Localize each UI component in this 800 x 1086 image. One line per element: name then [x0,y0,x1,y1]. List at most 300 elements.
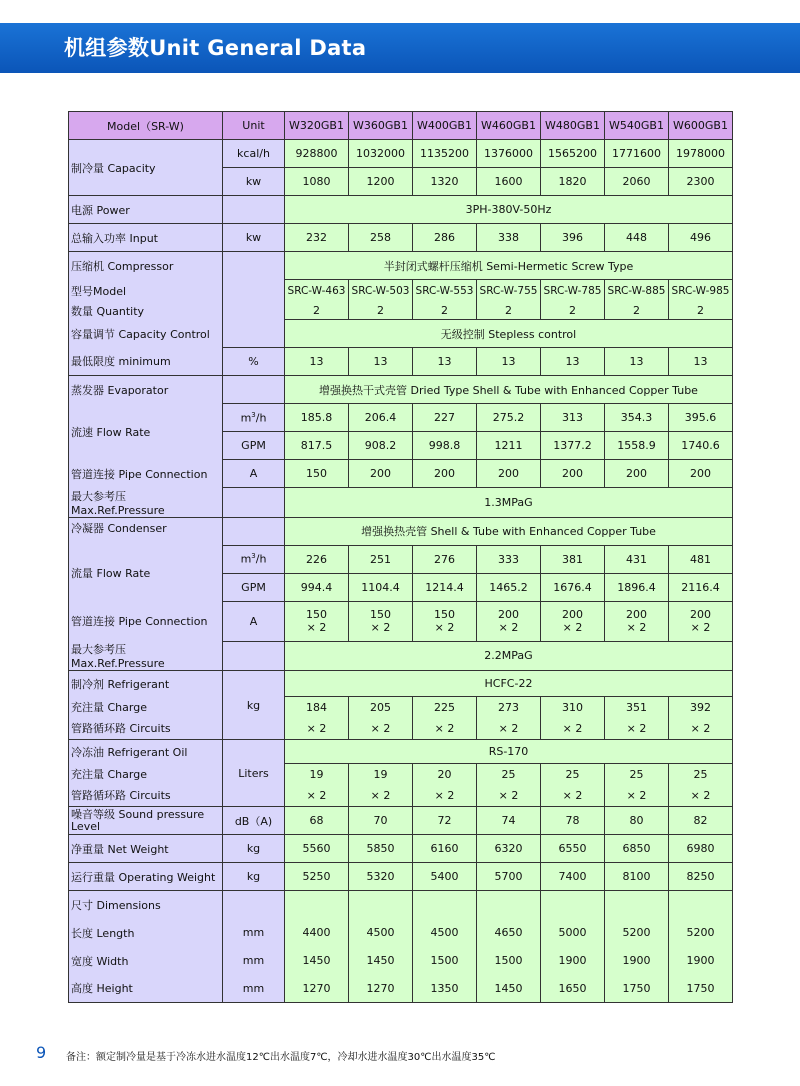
value-cell: 395.6 [669,404,733,432]
value-cell: 1032000 [349,140,413,168]
value-cell [605,697,669,740]
value-cell: 7400 [541,863,605,891]
cell-line: × 2 [370,621,391,634]
value-cell: 8100 [605,863,669,891]
cell-line: × 2 [434,621,455,634]
value-cell [285,764,349,807]
compressor-quantity-label: 数量 Quantity [69,302,223,320]
value-cell: 1450 [349,947,413,975]
value-cell [541,764,605,807]
model-header: Model（SR-W) [69,112,223,140]
height-row [69,975,733,1003]
unit-cell [223,891,285,919]
power-value: 3PH-380V-50Hz [285,196,733,224]
value-cell: 1978000 [669,140,733,168]
value-cell: 1200 [349,168,413,196]
condenser-pipe-label: 管道连接 Pipe Connection [69,601,223,641]
cell-line: × 2 [434,722,455,735]
cell-line: 管路循环路 Circuits [71,788,171,802]
unit-cell [223,488,285,518]
value-cell: 1500 [477,947,541,975]
length-label: 长度 Length [69,919,223,947]
value-cell: 1135200 [413,140,477,168]
value-cell: 313 [541,404,605,432]
value-cell: 5200 [605,919,669,947]
spec-table [68,111,733,1003]
unit-cell: GPM [223,573,285,601]
value-cell [477,697,541,740]
value-cell: 226 [285,545,349,573]
evaporator-pressure-value: 1.3MPaG [285,488,733,518]
value-cell: 333 [477,545,541,573]
unit-header: Unit [223,112,285,140]
cell-line: × 2 [690,789,711,802]
operating-weight-label: 运行重量 Operating Weight [69,863,223,891]
header-banner [0,23,800,73]
value-cell: 13 [349,348,413,376]
value-cell: 1214.4 [413,573,477,601]
unit-cell [223,376,285,404]
value-cell: SRC-W-755 [477,280,541,302]
cell-line: 25 [629,768,644,781]
value-cell: 206.4 [349,404,413,432]
unit-superscript: 3 [251,552,256,561]
cell-line: 184 [306,701,327,714]
unit-cell: % [223,348,285,376]
value-cell: 4500 [349,919,413,947]
capacity-control-value: 无级控制 Stepless control [285,320,733,348]
value-cell: 1650 [541,975,605,1003]
operating-weight-row [69,863,733,891]
width-row [69,947,733,975]
input-label: 总输入功率 Input [69,224,223,252]
capacity-control-row [69,320,733,348]
evaporator-pipe-row [69,460,733,488]
value-cell: 13 [285,348,349,376]
cell-line: 200 [498,608,519,621]
value-cell: 6850 [605,835,669,863]
evaporator-pipe-label: 管道连接 Pipe Connection [69,460,223,488]
unit-cell [223,517,285,545]
unit-cell: mm [223,975,285,1003]
value-cell: 150 [285,460,349,488]
value-cell [669,764,733,807]
value-cell: 4400 [285,919,349,947]
value-cell [349,764,413,807]
header-row [69,112,733,140]
value-cell: 80 [605,807,669,835]
cell-line: 充注量 Charge [71,767,147,781]
cell-line: × 2 [498,789,519,802]
value-cell [349,891,413,919]
value-cell: 2 [413,302,477,320]
power-row [69,196,733,224]
cell-line: 150 [370,608,391,621]
cell-line: 225 [434,701,455,714]
cell-line: Level [71,819,101,833]
value-cell: 200 [669,460,733,488]
value-cell: 396 [541,224,605,252]
value-cell: 74 [477,807,541,835]
value-cell [413,697,477,740]
cell-line: 150 [306,608,327,621]
value-cell: 8250 [669,863,733,891]
value-cell: 78 [541,807,605,835]
model-column-header: W600GB1 [669,112,733,140]
value-cell: 6550 [541,835,605,863]
compressor-model-label: 型号Model [69,280,223,302]
value-cell: 185.8 [285,404,349,432]
oil-charge-row [69,764,733,807]
unit-text: /h [255,411,267,425]
cell-line: 200 [690,608,711,621]
value-cell: 6980 [669,835,733,863]
value-cell: 6160 [413,835,477,863]
model-column-header: W360GB1 [349,112,413,140]
cell-line: × 2 [434,789,455,802]
model-column-header: W540GB1 [605,112,669,140]
value-cell: 4500 [413,919,477,947]
model-column-header: W460GB1 [477,112,541,140]
power-label: 电源 Power [69,196,223,224]
unit-cell: kw [223,168,285,196]
value-cell: 1104.4 [349,573,413,601]
evaporator-pressure-row [69,488,733,518]
unit-cell: Liters [223,740,285,807]
unit-cell [223,545,285,573]
evaporator-flow-m3-row [69,404,733,432]
value-cell: 354.3 [605,404,669,432]
length-row [69,919,733,947]
condenser-flow-m3-row [69,545,733,573]
value-cell [413,891,477,919]
condenser-pressure-label: 最大参考压 Max.Ref.Pressure [69,641,223,671]
value-cell: 1900 [541,947,605,975]
value-cell: 2 [605,302,669,320]
unit-cell: GPM [223,432,285,460]
value-cell [349,601,413,641]
cell-line: × 2 [306,621,327,634]
cell-line: × 2 [626,621,647,634]
cell-line: 205 [370,701,391,714]
capacity-kcal-row [69,140,733,168]
compressor-model-row [69,280,733,302]
value-cell: 70 [349,807,413,835]
refrigerant-row [69,671,733,697]
value-cell: 5000 [541,919,605,947]
oil-row [69,740,733,764]
value-cell: 908.2 [349,432,413,460]
value-cell: 1750 [669,975,733,1003]
input-row [69,224,733,252]
unit-text: /h [255,552,267,566]
cell-line: 充注量 Charge [71,700,147,714]
refrigerant-type: HCFC-22 [285,671,733,697]
value-cell [285,891,349,919]
unit-cell: dB（A) [223,807,285,835]
value-cell: 13 [669,348,733,376]
value-cell: 1900 [669,947,733,975]
unit-text: m [240,411,252,425]
model-column-header: W480GB1 [541,112,605,140]
unit-cell: mm [223,947,285,975]
evaporator-pressure-label: 最大参考压 Max.Ref.Pressure [69,488,223,518]
unit-cell [223,404,285,432]
value-cell: 496 [669,224,733,252]
value-cell: 5320 [349,863,413,891]
compressor-row [69,252,733,280]
cell-line: 管路循环路 Circuits [71,721,171,735]
net-weight-label: 净重量 Net Weight [69,835,223,863]
value-cell: 2060 [605,168,669,196]
value-cell [477,891,541,919]
value-cell [669,601,733,641]
unit-cell: kg [223,671,285,740]
evaporator-flow-label: 流速 Flow Rate [69,404,223,460]
unit-cell [223,196,285,224]
unit-cell: kcal/h [223,140,285,168]
value-cell [605,601,669,641]
value-cell: 258 [349,224,413,252]
value-cell: 1270 [285,975,349,1003]
cell-line: × 2 [626,789,647,802]
value-cell: 1450 [285,947,349,975]
value-cell: 481 [669,545,733,573]
unit-cell: mm [223,919,285,947]
value-cell: 2116.4 [669,573,733,601]
condenser-flow-label: 流量 Flow Rate [69,545,223,601]
width-label: 宽度 Width [69,947,223,975]
cell-line: × 2 [562,789,583,802]
value-cell: SRC-W-553 [413,280,477,302]
value-cell: 5560 [285,835,349,863]
value-cell: 998.8 [413,432,477,460]
compressor-label: 压缩机 Compressor [69,252,223,280]
value-cell: SRC-W-463 [285,280,349,302]
value-cell [285,697,349,740]
cell-line: 200 [626,608,647,621]
value-cell: 275.2 [477,404,541,432]
value-cell [285,601,349,641]
cell-line: × 2 [370,722,391,735]
cell-line: × 2 [370,789,391,802]
value-cell: 1820 [541,168,605,196]
value-cell: 227 [413,404,477,432]
value-cell: 232 [285,224,349,252]
value-cell [477,764,541,807]
evaporator-row [69,376,733,404]
value-cell: 5700 [477,863,541,891]
minimum-row [69,348,733,376]
oil-label: 冷冻油 Refrigerant Oil [69,740,223,764]
sound-row [69,807,733,835]
value-cell [541,891,605,919]
value-cell: 1500 [413,947,477,975]
value-cell: 13 [541,348,605,376]
value-cell [669,891,733,919]
value-cell: 276 [413,545,477,573]
value-cell: 1565200 [541,140,605,168]
value-cell: 431 [605,545,669,573]
evaporator-type: 增强换热干式壳管 Dried Type Shell & Tube with Enhanced Copper Tube [285,376,733,404]
cell-line: × 2 [562,621,583,634]
value-cell [413,764,477,807]
value-cell: 4650 [477,919,541,947]
compressor-type: 半封闭式螺杆压缩机 Semi-Hermetic Screw Type [285,252,733,280]
unit-text: m [240,552,252,566]
cell-line: × 2 [306,722,327,735]
unit-cell: A [223,601,285,641]
unit-cell: kg [223,835,285,863]
value-cell: 1465.2 [477,573,541,601]
condenser-row [69,517,733,545]
compressor-quantity-row [69,302,733,320]
value-cell: 6320 [477,835,541,863]
value-cell: 2 [349,302,413,320]
unit-superscript: 3 [251,410,256,419]
value-cell: 1896.4 [605,573,669,601]
page-title: 机组参数Unit General Data [64,36,367,60]
value-cell: 72 [413,807,477,835]
unit-cell [223,252,285,348]
value-cell: 2 [541,302,605,320]
value-cell: 13 [605,348,669,376]
unit-cell [223,641,285,671]
value-cell: 1558.9 [605,432,669,460]
refrigerant-charge-row [69,697,733,740]
value-cell: 338 [477,224,541,252]
cell-line: × 2 [626,722,647,735]
value-cell [349,697,413,740]
value-cell: 2 [477,302,541,320]
refrigerant-charge-label [69,697,223,740]
value-cell: 68 [285,807,349,835]
value-cell: 1270 [349,975,413,1003]
sound-label [69,807,223,835]
value-cell: SRC-W-503 [349,280,413,302]
value-cell: 5400 [413,863,477,891]
model-column-header: W400GB1 [413,112,477,140]
value-cell: 1080 [285,168,349,196]
condenser-type: 增强换热壳管 Shell & Tube with Enhanced Copper Tube [285,517,733,545]
cell-line: 20 [437,768,452,781]
value-cell: 1740.6 [669,432,733,460]
value-cell: 200 [349,460,413,488]
value-cell: 13 [477,348,541,376]
cell-line: 200 [562,608,583,621]
value-cell [605,764,669,807]
value-cell [413,601,477,641]
value-cell: 1320 [413,168,477,196]
value-cell [541,697,605,740]
unit-cell: A [223,460,285,488]
value-cell: 381 [541,545,605,573]
value-cell: 200 [541,460,605,488]
value-cell: 1600 [477,168,541,196]
value-cell: 1350 [413,975,477,1003]
value-cell: 2 [285,302,349,320]
value-cell: 82 [669,807,733,835]
cell-line: × 2 [498,621,519,634]
spec-table-body [69,112,733,1003]
value-cell: 817.5 [285,432,349,460]
value-cell [605,891,669,919]
footnote: 备注：额定制冷量是基于冷冻水进水温度12℃出水温度7℃，冷却水进水温度30℃出水温度35℃ [66,1052,496,1063]
value-cell: 5200 [669,919,733,947]
page-number: 9 [36,1043,47,1062]
value-cell: 13 [413,348,477,376]
value-cell [541,601,605,641]
value-cell: SRC-W-785 [541,280,605,302]
value-cell: 928800 [285,140,349,168]
value-cell: 1376000 [477,140,541,168]
value-cell: 994.4 [285,573,349,601]
cell-line: 噪音等级 Sound pressure [71,807,205,821]
cell-line: 19 [309,768,324,781]
value-cell: 5850 [349,835,413,863]
value-cell: 2 [669,302,733,320]
evaporator-label: 蒸发器 Evaporator [69,376,223,404]
value-cell: SRC-W-985 [669,280,733,302]
cell-line: × 2 [690,722,711,735]
value-cell: 1750 [605,975,669,1003]
value-cell: 2300 [669,168,733,196]
unit-cell: kw [223,224,285,252]
cell-line: × 2 [306,789,327,802]
condenser-pressure-row [69,641,733,671]
cell-line: × 2 [562,722,583,735]
value-cell: 448 [605,224,669,252]
value-cell: 200 [605,460,669,488]
cell-line: 310 [562,701,583,714]
condenser-label: 冷凝器 Condenser [69,517,223,545]
value-cell: 200 [477,460,541,488]
value-cell: 5250 [285,863,349,891]
cell-line: 25 [693,768,708,781]
cell-line: 392 [690,701,711,714]
capacity-control-label: 容量调节 Capacity Control [69,320,223,348]
cell-line: × 2 [498,722,519,735]
cell-line: 25 [501,768,516,781]
value-cell: 200 [413,460,477,488]
cell-line: 351 [626,701,647,714]
cell-line: 273 [498,701,519,714]
cell-line: 19 [373,768,388,781]
cell-line: × 2 [690,621,711,634]
cell-line: 150 [434,608,455,621]
value-cell: 251 [349,545,413,573]
value-cell: 1676.4 [541,573,605,601]
condenser-pressure-value: 2.2MPaG [285,641,733,671]
model-column-header: W320GB1 [285,112,349,140]
value-cell [477,601,541,641]
value-cell: SRC-W-885 [605,280,669,302]
value-cell [669,697,733,740]
dimensions-row [69,891,733,919]
net-weight-row [69,835,733,863]
condenser-pipe-row [69,601,733,641]
value-cell: 1377.2 [541,432,605,460]
value-cell: 1211 [477,432,541,460]
unit-cell: kg [223,863,285,891]
capacity-label: 制冷量 Capacity [69,140,223,196]
refrigerant-label: 制冷剂 Refrigerant [69,671,223,697]
height-label: 高度 Height [69,975,223,1003]
value-cell: 1771600 [605,140,669,168]
minimum-label: 最低限度 minimum [69,348,223,376]
value-cell: 1450 [477,975,541,1003]
oil-type: RS-170 [285,740,733,764]
